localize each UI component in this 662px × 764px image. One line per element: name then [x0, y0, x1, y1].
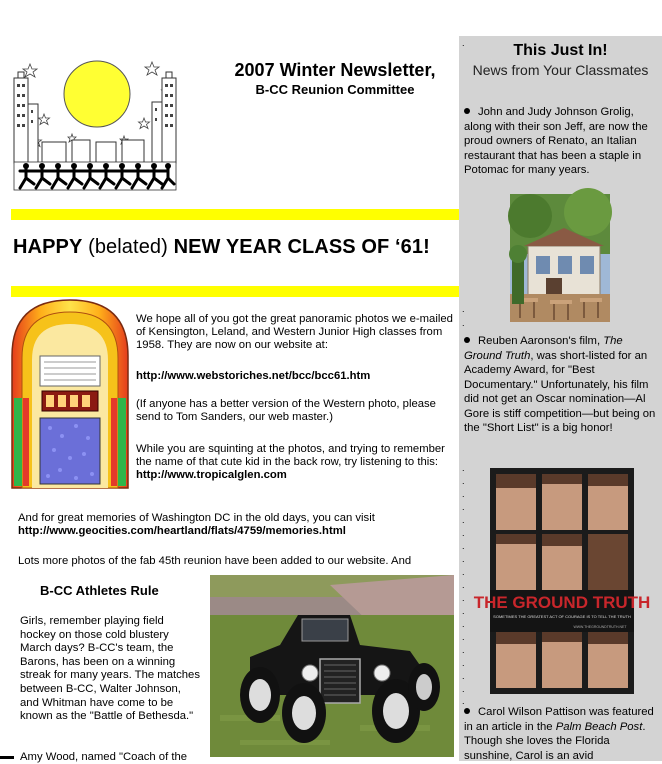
headline — [13, 236, 430, 259]
intro-paragraph-5: Lots more photos of the fab 45th reunion have been added to our website. And — [18, 555, 412, 567]
news-item-aaronson-text-b: , was short-listed for an Academy Award, for "Best Documentary." Unfortunately, his film did not get an Oscar nomination—Al Gore is stiff competition—but being on the "Short List" is a big honor! — [464, 349, 656, 434]
news-item-aaronson-text-a: Reuben Aaronson's film, — [478, 335, 604, 347]
headline-belated: (belated) — [82, 236, 174, 258]
hot-rod-car-photo — [210, 575, 454, 757]
sidebar-dot-column: . . . . . . . . . . . . . . . . . . — [462, 463, 465, 694]
newspaper-name: Palm Beach Post — [555, 720, 643, 733]
intro-paragraph-4: And for great memories of Washington DC in the old days, you can visit — [18, 512, 375, 524]
headline-happy: HAPPY — [13, 236, 83, 258]
website-link[interactable]: http://www.webstoriches.net/bcc/bcc61.htm — [136, 370, 371, 382]
city-sun-dancers-illustration — [12, 56, 182, 196]
intro-paragraph-1: We hope all of you got the great panoramic photos we e-mailed of Kensington, Leland, and Western Junior High classes from 1958. They are now on our website at: — [136, 313, 453, 351]
poster-url: WWW.THEGROUNDTRUTH.NET — [573, 625, 627, 629]
athletes-cut-line: Amy Wood, named "Coach of the — [20, 751, 188, 763]
ground-truth-poster — [473, 468, 651, 694]
restaurant-photo — [510, 194, 610, 322]
intro-paragraph-3-text: While you are squinting at the photos, and trying to remember the name of that cute kid in the back row, try listening to this: — [136, 443, 445, 468]
memories-link[interactable]: http://www.geocities.com/heartland/flats/4759/memories.html — [18, 525, 346, 537]
tropicalglen-link[interactable]: http://www.tropicalglen.com — [136, 469, 287, 481]
news-item-pattison-text-a: Carol Wilson Pattison was featured in an article in the — [464, 706, 654, 733]
newsletter-subtitle: B-CC Reunion Committee — [255, 82, 415, 97]
news-item-pattison — [464, 705, 658, 763]
intro-paragraph-3 — [136, 443, 458, 482]
sidebar-title: This Just In! — [513, 42, 608, 59]
news-item-grolig-text: John and Judy Johnson Grolig, along with their son Jeff, are now the proud owners of Renato, an Italian restaurant that has been a staple in Potomac for many years. — [464, 106, 648, 176]
highlight-bar-top — [11, 209, 461, 220]
athletes-body: Girls, remember playing field hockey on those cold blustery March days? B-CC's team, the Barons, has been on a winning streak for many years. The matches between B-CC, Walter Johnson, and Whitman have come to be known as the "Battle of Bethesda." — [20, 615, 200, 723]
sidebar-dot: . — [462, 318, 465, 328]
headline-new-year: NEW YEAR CLASS OF ‘61! — [173, 236, 430, 258]
sidebar-dot: . — [462, 304, 465, 314]
bullet-icon — [464, 108, 470, 114]
athletes-heading: B-CC Athletes Rule — [40, 583, 159, 598]
news-item-pattison-text-b: . Though she loves the Florida sunshine, Carol is an avid — [464, 720, 646, 762]
sidebar-dot: . — [462, 696, 465, 706]
news-item-grolig — [464, 105, 658, 178]
news-item-aaronson — [464, 334, 658, 436]
bullet-icon — [464, 708, 470, 714]
bullet-icon — [464, 337, 470, 343]
sidebar-dot: . — [462, 38, 465, 48]
poster-title: THE GROUND TRUTH — [473, 593, 651, 612]
intro-paragraph-2: (If anyone has a better version of the Western photo, please send to Tom Sanders, our web master.) — [136, 398, 436, 423]
highlight-bar-bottom — [11, 286, 461, 297]
newsletter-title: 2007 Winter Newsletter, — [234, 60, 436, 80]
jukebox-illustration — [10, 298, 130, 490]
cut-off-mark — [0, 756, 14, 759]
poster-tagline: SOMETIMES THE GREATEST ACT OF COURAGE IS TO TELL THE TRUTH — [493, 614, 631, 619]
film-title: The Ground Truth — [464, 335, 623, 362]
sidebar-subtitle: News from Your Classmates — [472, 62, 649, 78]
